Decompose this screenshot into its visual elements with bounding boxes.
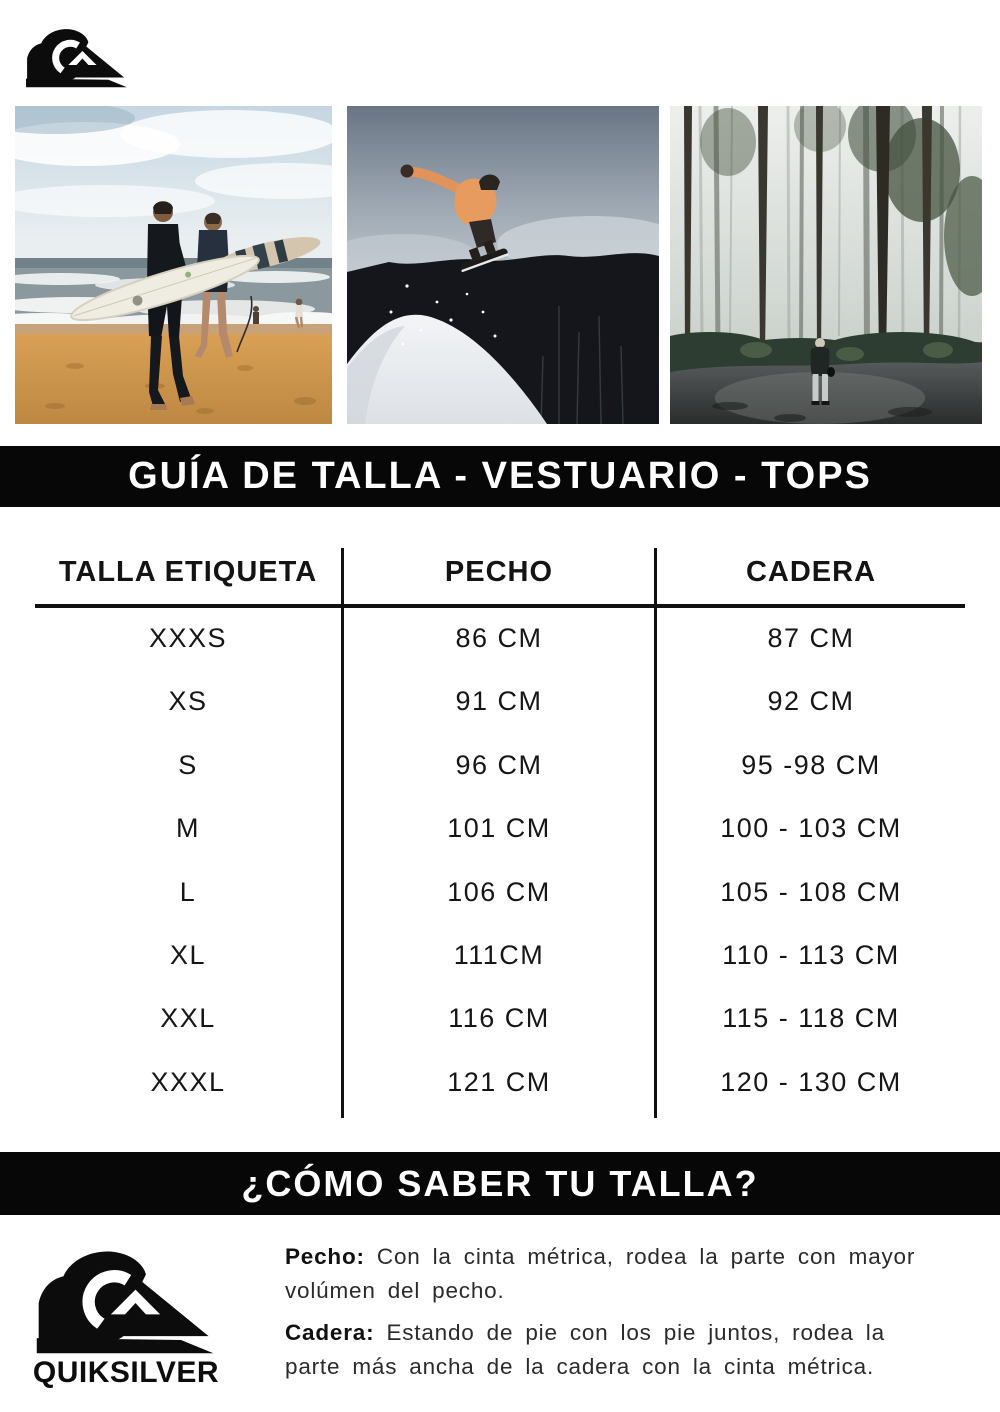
pecho-value: 101 CM <box>447 813 551 844</box>
table-row <box>0 1051 1000 1114</box>
quiksilver-logo-icon <box>22 26 132 90</box>
cadera-label: Cadera: <box>285 1320 375 1345</box>
table-row <box>0 607 1000 670</box>
how-to-title: ¿CÓMO SABER TU TALLA? <box>241 1163 759 1204</box>
talla-value: XXXL <box>150 1066 226 1097</box>
cadera-value: 120 - 130 CM <box>720 1066 902 1097</box>
table-row <box>0 670 1000 733</box>
talla-value: XXXS <box>148 623 228 653</box>
table-row <box>0 987 1000 1050</box>
talla-value: XL <box>169 939 207 970</box>
size-guide-title: GUÍA DE TALLA - VESTUARIO - TOPS <box>128 455 872 497</box>
photo-surfers-beach <box>15 106 332 424</box>
cadera-value: 100 - 103 CM <box>720 813 902 844</box>
column-header-cadera: CADERA <box>745 556 877 588</box>
photo-snowboarder <box>347 106 659 424</box>
pecho-value: 91 CM <box>455 686 543 717</box>
cadera-value: 95 -98 CM <box>741 749 881 780</box>
cadera-value: 115 - 118 CM <box>722 1003 900 1034</box>
pecho-instruction <box>285 1240 950 1308</box>
quiksilver-logo-icon <box>30 1246 222 1358</box>
table-row <box>0 797 1000 860</box>
cadera-value: 110 - 113 CM <box>722 939 900 970</box>
cadera-value: 92 CM <box>767 686 855 717</box>
column-header-talla: TALLA ETIQUETA <box>58 556 318 588</box>
size-guide-title-banner <box>0 446 1000 507</box>
pecho-value: 121 CM <box>447 1066 551 1097</box>
talla-value: M <box>176 813 200 844</box>
cadera-value: 105 - 108 CM <box>720 876 902 907</box>
size-table <box>0 607 1000 1114</box>
table-row <box>0 734 1000 797</box>
photo-foggy-forest <box>670 106 982 424</box>
table-row <box>0 861 1000 924</box>
pecho-value: 106 CM <box>447 876 551 907</box>
pecho-value: 116 CM <box>448 1003 550 1034</box>
pecho-value: 96 CM <box>455 749 543 780</box>
cadera-value: 87 CM <box>767 623 855 653</box>
pecho-value: 86 CM <box>455 623 543 653</box>
cadera-instruction <box>285 1316 950 1384</box>
talla-value: L <box>179 876 197 907</box>
table-row <box>0 924 1000 987</box>
quiksilver-wordmark: QUIKSILVER <box>32 1356 220 1389</box>
talla-value: XS <box>168 686 208 717</box>
pecho-value: 111CM <box>453 939 545 970</box>
how-to-banner <box>0 1152 1000 1215</box>
pecho-text: Con la cinta métrica, rodea la parte con mayor volúmen del pecho. <box>285 1244 916 1303</box>
cadera-text: Estando de pie con los pie juntos, rodea la parte más ancha de la cadera con la cinta métrica. <box>285 1320 885 1379</box>
talla-value: XXL <box>160 1003 216 1034</box>
column-header-pecho: PECHO <box>444 556 554 588</box>
talla-value: S <box>178 749 198 780</box>
pecho-label: Pecho: <box>285 1244 365 1269</box>
